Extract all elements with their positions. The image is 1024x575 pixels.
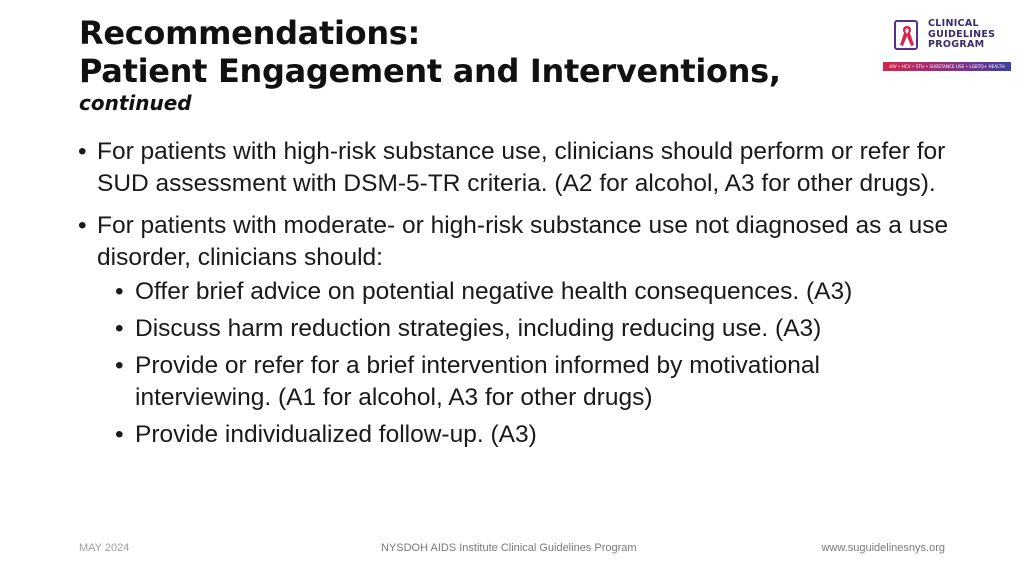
logo-tagline-bar: HIV • HCV • STIs • SUBSTANCE USE • LGBTQ+ HEALTH xyxy=(883,62,1011,71)
logo-text-line1: CLINICAL xyxy=(928,18,979,29)
slide-title-block xyxy=(79,14,859,116)
footer-program-name: NYSDOH AIDS Institute Clinical Guidelines Program xyxy=(381,542,637,554)
logo-frame xyxy=(894,20,918,50)
bullet-text: For patients with moderate- or high-risk substance use not diagnosed as a use disorder, clinicians should: xyxy=(97,212,949,271)
sub-bullet-item: • Offer brief advice on potential negative health consequences. (A3) xyxy=(115,276,958,308)
sub-bullet-item: • Provide or refer for a brief intervention informed by motivational interviewing. (A1 for alcohol, A3 for other drugs) xyxy=(115,350,958,414)
logo-text-line2: GUIDELINES xyxy=(928,28,996,40)
logo-wordmark xyxy=(928,19,995,51)
footer-date: MAY 2024 xyxy=(79,542,130,554)
slide-title-line2: Patient Engagement and Interventions, xyxy=(79,52,781,90)
sub-bullet-item: • Provide individualized follow-up. (A3) xyxy=(115,419,958,451)
clinical-guidelines-program-logo xyxy=(883,18,1011,76)
sub-bullet-item: • Discuss harm reduction strategies, including reducing use. (A3) xyxy=(115,313,958,345)
sub-bullet-list xyxy=(115,276,958,451)
bullet-item xyxy=(78,136,958,200)
logo-text-line3: PROGRAM xyxy=(928,39,985,50)
slide-title-continued: continued xyxy=(79,91,192,115)
red-ribbon-icon xyxy=(899,25,915,47)
footer-url: www.suguidelinesnys.org xyxy=(821,542,945,554)
bullet-item xyxy=(78,210,958,451)
bullet-text: For patients with high-risk substance use, clinicians should perform or refer for SUD assessment with DSM-5-TR criteria. (A2 for alcohol, A3 for other drugs). xyxy=(97,138,946,197)
slide-body xyxy=(78,136,958,461)
slide-title-line1: Recommendations: xyxy=(79,14,421,52)
